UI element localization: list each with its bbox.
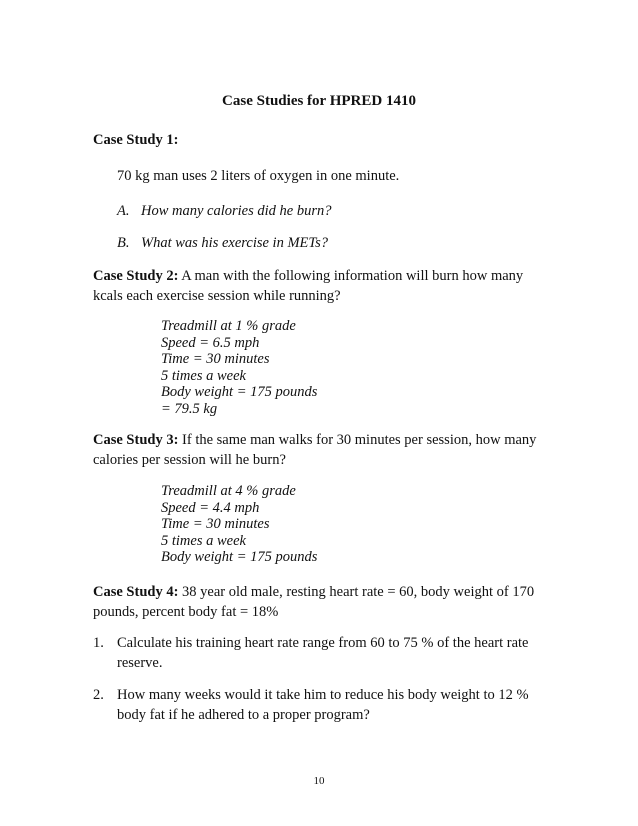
case-study-1-question-a bbox=[117, 203, 332, 220]
item-number: 2. bbox=[93, 687, 104, 703]
detail-line: Treadmill at 4 % grade bbox=[161, 483, 296, 499]
case-study-1-question-b bbox=[117, 235, 329, 252]
case-study-4-paragraph bbox=[93, 582, 545, 622]
page-title: Case Studies for HPRED 1410 bbox=[222, 93, 416, 109]
case-study-4-text: 38 year old male, resting heart rate = 60, body weight of 170 pounds, percent body fat = 18% bbox=[93, 584, 535, 620]
detail-line: Time = 30 minutes bbox=[161, 351, 270, 367]
case-study-3-details bbox=[161, 483, 317, 566]
case-study-4-item-2 bbox=[93, 685, 545, 725]
item-text: Calculate his training heart rate range from 60 to 75 % of the heart rate reserve. bbox=[117, 635, 529, 671]
detail-line: = 79.5 kg bbox=[161, 400, 218, 417]
case-study-2-text: A man with the following information will burn how many kcals each exercise session while running? bbox=[93, 268, 524, 304]
case-study-4-heading: Case Study 4: bbox=[93, 584, 179, 600]
question-letter: A. bbox=[117, 203, 130, 219]
case-study-3-paragraph bbox=[93, 430, 545, 470]
detail-line: Time = 30 minutes bbox=[161, 516, 270, 532]
case-study-2-heading: Case Study 2: bbox=[93, 268, 179, 284]
detail-line: 5 times a week bbox=[161, 532, 246, 549]
case-study-1-heading: Case Study 1: bbox=[93, 132, 179, 148]
case-study-3-text: If the same man walks for 30 minutes per session, how many calories per session will he burn? bbox=[93, 432, 537, 468]
item-text: How many weeks would it take him to reduce his body weight to 12 % body fat if he adhered to a proper program? bbox=[117, 687, 529, 723]
case-study-3-heading: Case Study 3: bbox=[93, 432, 179, 448]
question-text: How many calories did he burn? bbox=[141, 203, 332, 219]
page-number: 10 bbox=[313, 775, 325, 787]
question-text: What was his exercise in METs? bbox=[141, 235, 329, 251]
case-study-2-details bbox=[161, 318, 317, 417]
detail-line: Speed = 6.5 mph bbox=[161, 334, 260, 351]
detail-line: Treadmill at 1 % grade bbox=[161, 318, 296, 334]
detail-line: Body weight = 175 pounds bbox=[161, 549, 318, 565]
case-study-2-paragraph bbox=[93, 266, 545, 306]
detail-line: Body weight = 175 pounds bbox=[161, 384, 318, 400]
case-study-1-text: 70 kg man uses 2 liters of oxygen in one minute. bbox=[117, 168, 400, 184]
detail-line: 5 times a week bbox=[161, 367, 246, 384]
question-letter: B. bbox=[117, 235, 130, 251]
item-number: 1. bbox=[93, 635, 104, 651]
detail-line: Speed = 4.4 mph bbox=[161, 499, 260, 516]
case-study-4-item-1 bbox=[93, 633, 545, 673]
